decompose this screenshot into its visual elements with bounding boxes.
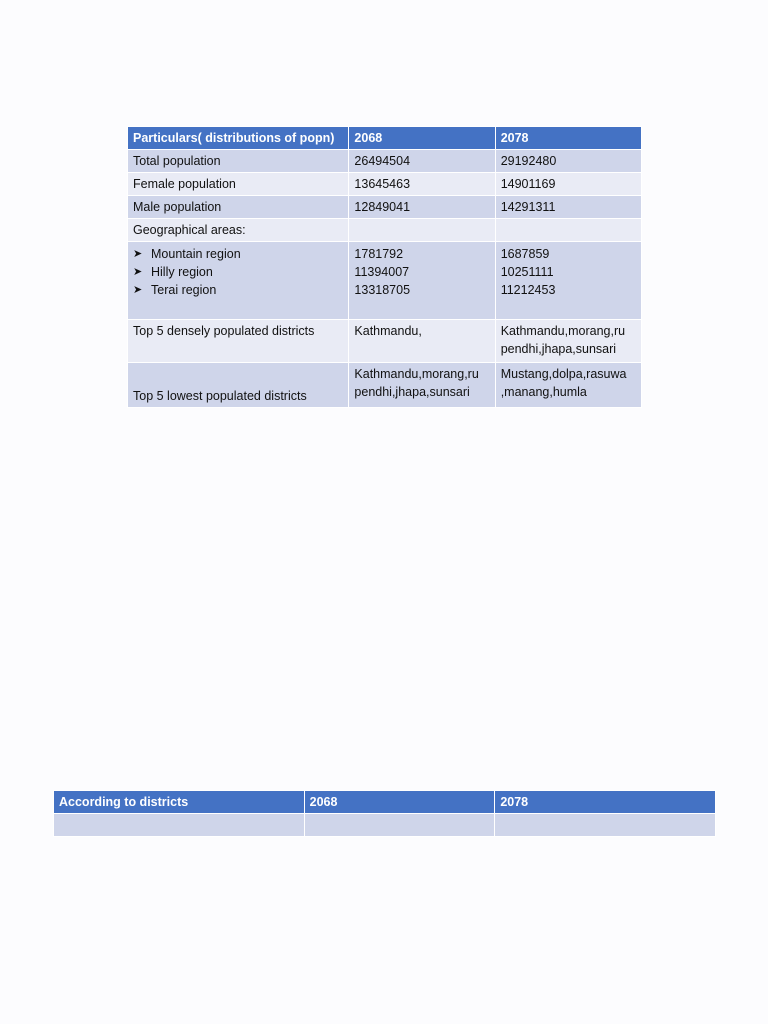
value-2078: 14901169 [495, 173, 641, 196]
list-item-mountain-region: ➤ Mountain region [133, 247, 241, 261]
table-row-lowest-districts [128, 363, 642, 408]
region-labels [128, 242, 349, 320]
table-cell [495, 814, 716, 837]
row-label: Female population [128, 173, 349, 196]
row-label: Top 5 densely populated districts [128, 320, 349, 363]
table-row-dense-districts [128, 320, 642, 363]
table-row-male-population [128, 196, 642, 219]
header-2068: 2068 [304, 791, 495, 814]
value-terai-2068: 13318705 [354, 283, 411, 297]
district-table [53, 790, 716, 837]
row-label: Geographical areas: [128, 219, 349, 242]
value-hilly-2068: 11394007 [354, 265, 410, 279]
region-values-2068 [349, 242, 495, 320]
header-particulars: Particulars( distributions of popn) [128, 127, 349, 150]
value-2068: Kathmandu,morang,ru pendhi,jhapa,sunsari [349, 363, 495, 408]
value-2078: Kathmandu,morang,ru pendhi,jhapa,sunsari [495, 320, 641, 363]
value-mountain-2078: 1687859 [500, 247, 550, 261]
value-2078: 14291311 [495, 196, 641, 219]
header-2078: 2078 [495, 791, 716, 814]
row-label: Total population [128, 150, 349, 173]
value-2078: Mustang,dolpa,rasuwa ,manang,humla [495, 363, 641, 408]
value-2068: 12849041 [349, 196, 495, 219]
header-according-to-districts: According to districts [54, 791, 305, 814]
population-distribution-table [127, 126, 642, 408]
table-header-row [54, 791, 716, 814]
table-cell [54, 814, 305, 837]
arrow-bullet-icon: ➤ [133, 248, 143, 260]
table-row-regions [128, 242, 642, 320]
arrow-bullet-icon: ➤ [133, 284, 143, 296]
value-2068: 13645463 [349, 173, 495, 196]
header-2078: 2078 [495, 127, 641, 150]
value-2068: Kathmandu, [349, 320, 495, 363]
list-item-terai-region: ➤ Terai region [133, 283, 217, 297]
region-values-2078 [495, 242, 641, 320]
value-terai-2078: 11212453 [500, 283, 556, 297]
row-label: Male population [128, 196, 349, 219]
table-row-female-population [128, 173, 642, 196]
table-row-total-population [128, 150, 642, 173]
value-2068: 26494504 [349, 150, 495, 173]
value-hilly-2078: 10251111 [500, 265, 554, 279]
value-2078 [495, 219, 641, 242]
row-label: Top 5 lowest populated districts [128, 363, 349, 408]
list-item-hilly-region: ➤ Hilly region [133, 265, 213, 279]
value-mountain-2068: 1781792 [354, 247, 404, 261]
table-row [54, 814, 716, 837]
table-cell [304, 814, 495, 837]
table-row-geographical-areas [128, 219, 642, 242]
header-2068: 2068 [349, 127, 495, 150]
table-header-row [128, 127, 642, 150]
value-2068 [349, 219, 495, 242]
arrow-bullet-icon: ➤ [133, 266, 143, 278]
value-2078: 29192480 [495, 150, 641, 173]
